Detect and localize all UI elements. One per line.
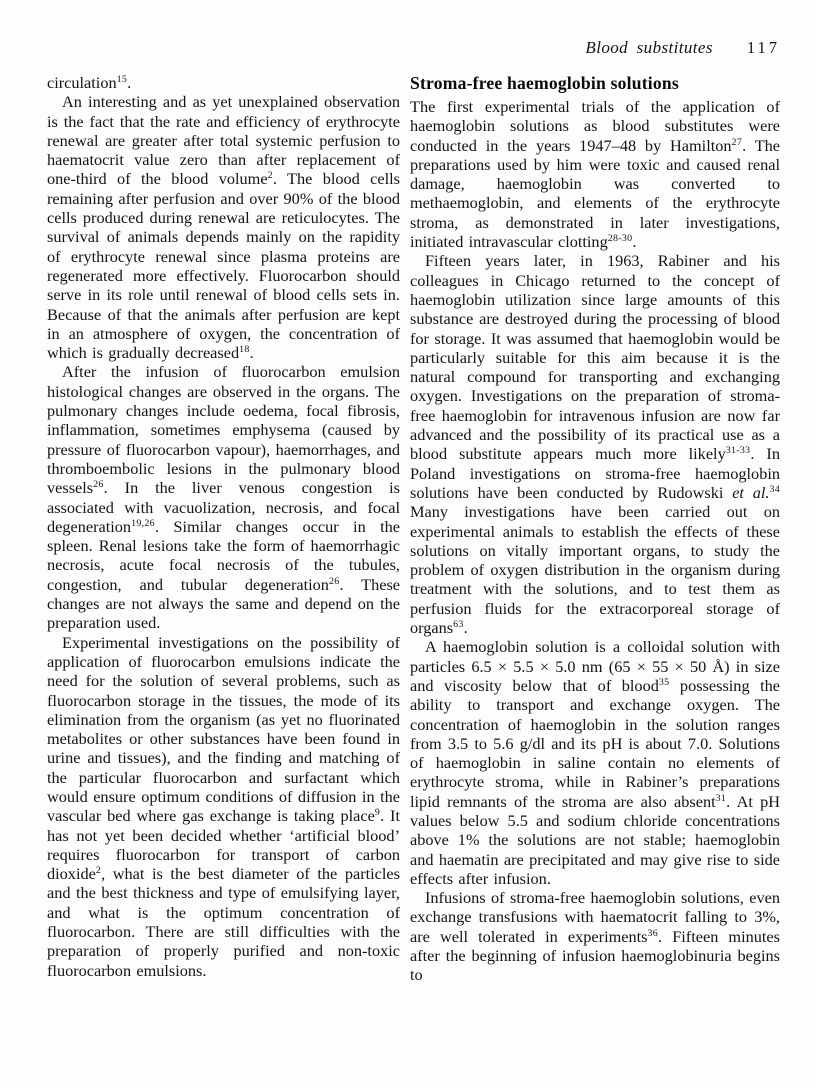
reference-superscript: 26 [328,575,340,587]
left-column [47,73,400,985]
paragraph: After the infusion of fluorocarbon emulsion histological changes are observed in the organs. The pulmonary changes include oedema, focal fibrosis, inflammation, sometimes emphysema (caused by pressure of fluorocarbon vapour), haemorrhages, and thromboembolic lesions in the pulmonary blood vessels$^{26}$. In the liver venous congestion is associated with vacuolization, necrosis, and focal degeneration$^{19,26}$. Similar changes occur in the spleen. Renal lesions take the form of haemorrhagic necrosis, acute focal necrosis of the tubules, congestion, and tubular degeneration$^{26}$. These changes are not always the same and depend on the preparation used. [47,362,401,633]
page-number: 117 [746,38,780,57]
paragraph: Fifteen years later, in 1963, Rabiner and his colleagues in Chicago returned to the concept of haemoglobin utilization since large amounts of this substance are destroyed during the processing of blood for storage. It was assumed that haemoglobin would be particularly suitable for this aim because it is the natural compound for transporting and exchanging oxygen. Investigations on the preparation of stroma-free haemoglobin for intravenous infusion are now far advanced and the possibility of its practical use as a blood substitute appears much more likely$^{31-33}$. In Poland investigations on stroma-free haemoglobin solutions have been conducted by Rudowski et al.$^{34}$ Many investigations have been carried out on experimental animals to establish the effects of these solutions on vitally important organs, to study the problem of oxygen distribution in the organism during treatment with the solutions, and to test them as perfusion fluids for the extracorporeal storage of organs$^{63}$. [410,251,780,638]
paragraph: A haemoglobin solution is a colloidal solution with particles 6.5 × 5.5 × 5.0 nm (65 × 55 × 50 Å) in size and viscosity below that of blood$^{35}$ possessing the ability to transport and exchange oxygen. The concentration of haemoglobin in the solution ranges from 3.5 to 5.6 g/dl and its pH is about 7.0. Solutions of haemoglobin in saline contain no elements of erythrocyte stroma, while in Rabiner’s preparations lipid remnants of the stroma are also absent$^{31}$. At pH values below 5.5 and sodium chloride concentrations above 1% the solutions are not stable; haemoglobin and haematin are precipitated and may give rise to side effects after infusion. [410,637,780,888]
italic-text: et al. [732,482,770,502]
section-heading: Stroma-free haemoglobin solutions [410,73,679,93]
reference-superscript: 26 [93,479,104,491]
running-header [47,38,780,60]
right-column [410,73,780,985]
paragraph: Experimental investigations on the possibility of application of fluorocarbon emulsions indicate the need for the solution of several problems, such as fluorocarbon storage in the tissues, the mode of its elimination from the organism (as yet no fluorinated metabolites or other substances have been found in urine and tissues), and the finding and matching of the particular fluorocarbon and surfactant which would ensure optimum conditions of diffusion in the vascular bed where gas exchange is taking place$^9$. It has not yet been decided whether ‘artificial blood’ requires fluorocarbon for transport of carbon dioxide$^2$, what is the best diameter of the particles and the best thickness and type of emulsifying layer, and what is the optimum concentration of fluorocarbon. There are still difficulties with the preparation of properly purified and non-toxic fluorocarbon emulsions. [47,632,400,980]
paragraph: Infusions of stroma-free haemoglobin solutions, even exchange transfusions with haematocrit falling to 3%, are well tolerated in experiments$^{36}$. Fifteen minutes after the beginning of infusion haemoglobinuria begins to [410,888,780,985]
reference-superscript: 35 [658,676,670,688]
paragraph: circulation$^{15}$. [47,73,132,92]
paragraph: The first experimental trials of the application of haemoglobin solutions as blood substitutes were conducted in the years 1947–48 by Hamilton$^{27}$. The preparations used by him were toxic and caused renal damage, haemoglobin was converted to methaemoglobin, and elements of the erythrocyte stroma, as demonstrated in later investigations, initiated intravascular clotting$^{28-30}$. [410,97,781,252]
paragraph: An interesting and as yet unexplained observation is the fact that the rate and efficiency of erythrocyte renewal are greater after total systemic perfusion to haematocrit value zero than after replacement of one-third of the blood volume$^2$. The blood cells remaining after perfusion and over 90% of the blood cells produced during renewal are reticulocytes. The survival of animals depends mainly on the rapidity of erythrocyte renewal since plasma proteins are regenerated more effectively. Fluorocarbon should serve in its role until renewal of blood cells sets in. Because of that the animals after perfusion are kept in an atmosphere of oxygen, the concentration of which is gradually decreased$^{18}$. [47,92,401,363]
reference-superscript: 36 [647,927,659,939]
reference-superscript: 34 [769,483,780,495]
reference-superscript: 2 [267,170,273,182]
reference-superscript: 31-33 [725,445,751,457]
reference-superscript: 15 [116,74,128,85]
reference-superscript: 9 [374,807,381,819]
reference-superscript: 28-30 [607,233,633,245]
reference-superscript: 18 [239,344,250,356]
right-column-body [410,97,780,985]
reference-superscript: 2 [95,865,102,877]
reference-superscript: 19,26 [131,517,155,529]
text-columns [47,73,780,985]
reference-superscript: 27 [731,136,743,148]
running-title: Blood substitutes [585,38,713,57]
reference-superscript: 31 [715,792,727,804]
reference-superscript: 63 [453,619,464,631]
